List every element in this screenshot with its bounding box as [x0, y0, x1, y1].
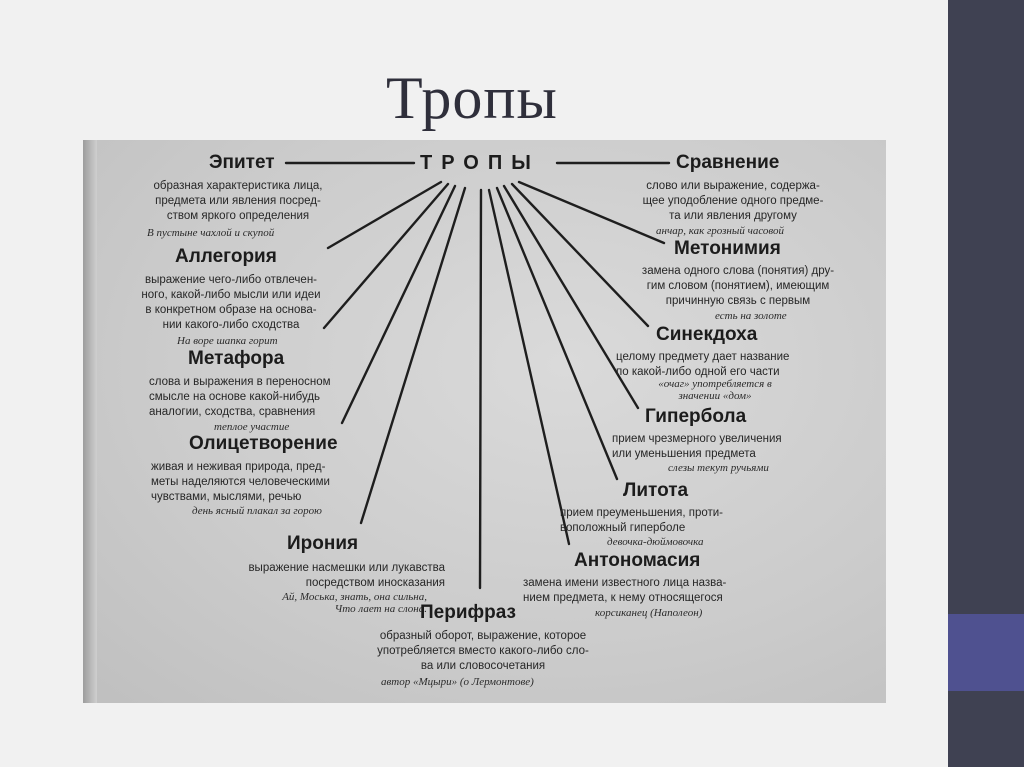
slide-title: Тропы [386, 65, 558, 131]
allegory-description [121, 273, 341, 333]
sidebar-accent-block [948, 614, 1024, 691]
connector-allegory [328, 182, 441, 248]
desc-line: или уменьшения предмета [612, 448, 756, 460]
desc-line: выражение чего-либо отвлечен- [144, 274, 318, 286]
desc-line: замена одного слова (понятия) дру- [641, 265, 835, 277]
desc-line: предмета или явления посред- [155, 195, 321, 207]
irony-example [213, 591, 427, 615]
desc-line: нии какого-либо сходства [162, 319, 300, 331]
hyperbole-description [612, 432, 782, 462]
desc-line: нием предмета, к нему относящегося [523, 592, 723, 604]
synecdoche-example [625, 378, 805, 402]
antonomasia-example: корсиканец (Наполеон) [595, 607, 703, 619]
term-allegory: Аллегория [175, 246, 277, 267]
desc-line: по какой-либо одной его части [616, 366, 780, 378]
example-line: Ай, Моська, знать, она сильна, [282, 591, 427, 603]
desc-line: выражение насмешки или лукавства [248, 562, 445, 574]
example-line: «очаг» употребляется в [658, 378, 772, 390]
litotes-example: девочка-дюймовочка [607, 536, 704, 548]
desc-line: употребляется вместо какого-либо сло- [377, 645, 589, 657]
connector-periphrasis [480, 190, 481, 588]
term-comparison: Сравнение [676, 152, 780, 173]
litotes-description [560, 506, 723, 536]
desc-line: живая и неживая природа, пред- [151, 461, 326, 473]
desc-line: целому предмету дает название [616, 351, 790, 363]
periphrasis-description [348, 629, 618, 674]
desc-line: воположный гиперболе [560, 522, 686, 534]
desc-line: щее уподобление одного предме- [642, 195, 824, 207]
metaphor-example: теплое участие [214, 421, 290, 433]
personification-description [151, 460, 330, 505]
desc-line: та или явления другому [669, 210, 797, 222]
desc-line: образный оборот, выражение, которое [379, 630, 587, 642]
desc-line: образная характеристика лица, [153, 180, 323, 192]
desc-line: смысле на основе какой-нибудь [149, 391, 321, 403]
term-litotes: Литота [623, 480, 689, 501]
desc-line: прием чрезмерного увеличения [612, 433, 782, 445]
metonymy-description [623, 264, 853, 309]
desc-line: ного, какой-либо мысли или идеи [141, 289, 321, 301]
personification-example: день ясный плакал за горою [192, 505, 322, 517]
periphrasis-example: автор «Мцыри» (о Лермонтове) [381, 676, 534, 688]
term-irony: Ирония [287, 533, 359, 554]
connector-personification [342, 186, 455, 423]
desc-line: замена имени известного лица назва- [523, 577, 727, 589]
desc-line: причинную связь с первым [665, 295, 811, 307]
metonymy-example: есть на золоте [715, 310, 787, 322]
example-line: Что лает на слона. [334, 603, 427, 615]
desc-line: ва или словосочетания [420, 660, 546, 672]
connector-antonomasia [489, 190, 569, 544]
epithet-description [138, 179, 338, 224]
desc-line: слова и выражения в переносном [149, 376, 331, 388]
desc-line: гим словом (понятием), имеющим [646, 280, 830, 292]
desc-line: прием преуменьшения, проти- [560, 507, 723, 519]
antonomasia-description [523, 576, 726, 606]
irony-description [199, 561, 445, 591]
synecdoche-description [616, 350, 789, 380]
term-metonymy: Метонимия [674, 238, 781, 259]
term-synecdoche: Синекдоха [656, 324, 758, 345]
comparison-example: анчар, как грозный часовой [656, 225, 785, 237]
term-epithet: Эпитет [209, 152, 275, 173]
epithet-example: В пустыне чахлой и скупой [147, 227, 275, 239]
desc-line: посредством иносказания [305, 577, 445, 589]
desc-line: в конкретном образе на основа- [145, 304, 317, 316]
term-metaphor: Метафора [188, 348, 285, 369]
desc-line: меты наделяются человеческими [151, 476, 330, 488]
comparison-description [623, 179, 843, 224]
term-hyperbole: Гипербола [645, 406, 747, 427]
allegory-example: На воре шапка горит [177, 335, 278, 347]
scanned-diagram [83, 140, 886, 703]
term-personification: Олицетворение [189, 433, 338, 454]
hyperbole-example: слезы текут ручьями [668, 462, 769, 474]
metaphor-description [149, 375, 331, 420]
connector-irony [361, 188, 465, 523]
desc-line: аналогии, сходства, сравнения [149, 406, 316, 418]
root-label: ТРОПЫ [420, 152, 540, 174]
desc-line: чувствами, мыслями, речью [151, 491, 302, 503]
example-line: значении «дом» [678, 390, 752, 402]
desc-line: слово или выражение, содержа- [646, 180, 820, 192]
term-periphrasis: Перифраз [420, 602, 516, 623]
term-antonomasia: Антономасия [574, 550, 701, 571]
desc-line: ством яркого определения [166, 210, 310, 222]
